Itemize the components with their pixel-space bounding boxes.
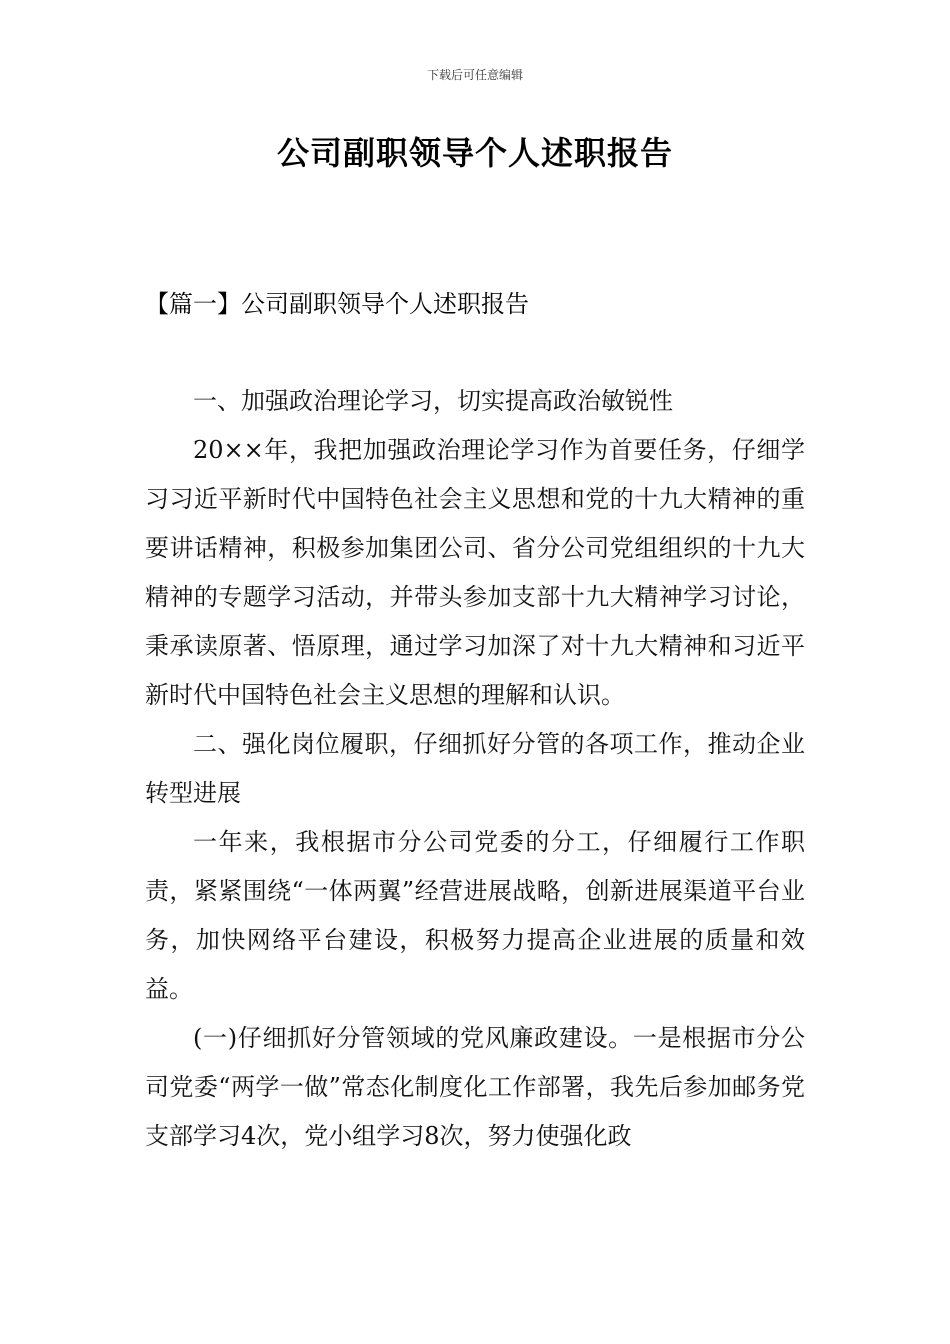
paragraph-heading-1: 一、加强政治理论学习，切实提高政治敏锐性 [193,387,673,415]
paragraph: (一)仔细抓好分管领域的党风廉政建设。一是根据市分公司党委“两学一做”常态化制度化工作部署，我先后参加邮务党支部学习4次，党小组学习8次，努力使强化政 [145,1024,805,1150]
paragraph-heading-2: 二、强化岗位履职，仔细抓好分管的各项工作，推动企业转型进展 [145,730,805,807]
document-title: 公司副职领导个人述职报告 [276,134,673,172]
section-heading: 【篇一】公司副职领导个人述职报告 [145,290,529,318]
header-note: 下载后可任意编辑 [426,68,523,82]
paragraph: 一年来，我根据市分公司党委的分工，仔细履行工作职责，紧紧围绕“一体两翼”经营进展战略，创新进展渠道平台业务，加快网络平台建设，积极努力提高企业进展的质量和效益。 [145,828,805,1003]
paragraph: 20××年，我把加强政治理论学习作为首要任务，仔细学习习近平新时代中国特色社会主义思想和党的十九大精神的重要讲话精神，积极参加集团公司、省分公司党组组织的十九大精神的专题学习活动，并带头参加支部十九大精神学习讨论，秉承读原著、悟原理，通过学习加深了对十九大精神和习近平新时代中国特色社会主义思想的理解和认识。 [145,436,805,709]
body-text [145,377,805,1161]
